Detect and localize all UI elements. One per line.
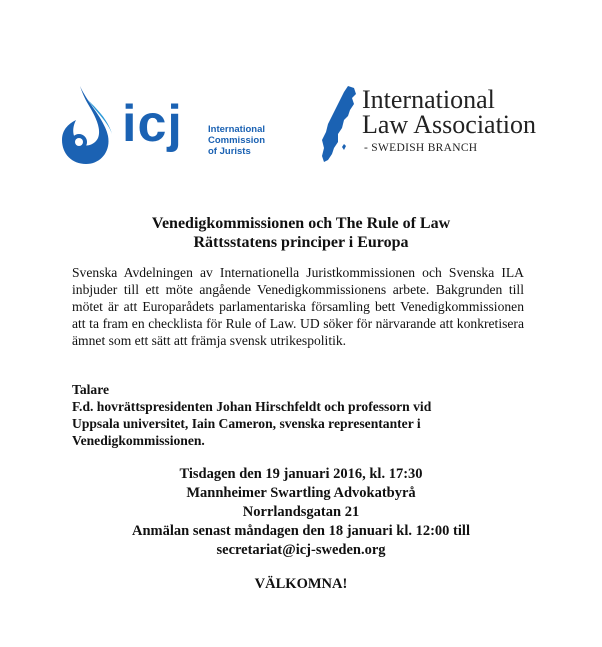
document-title: Venedigkommissionen och The Rule of Law [151,215,451,232]
intro-paragraph: Svenska Avdelningen av Internationella Juristkommissionen och Svenska ILA inbjuder till ett möte angående Venedigkommissionens arbete. Bakgrunden till mötet är att Europarådets parlamentariska församling bett Venedigkommissionen att ta fram en checklista för Rule of Law. UD söker för närvarande att konkretisera ämnet som ett sätt att främja svensk utrikespolitik. [72,265,524,348]
ila-branch: - SWEDISH BRANCH [364,142,478,154]
icj-logo [58,84,288,166]
speakers-line: Uppsala universitet, Iain Cameron, svenska representanter i [72,416,421,431]
logos-header [0,0,602,190]
sweden-map-icon [318,84,362,166]
speakers-line: F.d. hovrättspresidenten Johan Hirschfeldt och professorn vid [72,399,432,414]
icj-wordmark: icj [122,95,183,153]
speakers-section [72,381,524,449]
document-subtitle: Rättsstatens principer i Europa [193,234,409,251]
ila-name-line1: International [362,85,495,114]
icj-drop-icon [58,84,120,166]
speakers-line: Venedigkommissionen. [72,433,205,448]
ila-logo [318,84,578,166]
speakers-label: Talare [72,382,110,397]
icj-subtitle-line: of Jurists [208,146,251,157]
registration-email: secretariat@icj-sweden.org [216,542,386,558]
event-address: Norrlandsgatan 21 [242,504,360,520]
icj-subtitle [208,124,265,157]
icj-subtitle-line: Commission [208,135,266,146]
icj-subtitle-line: International [208,124,266,135]
welcome-text: VÄLKOMNA! [254,576,348,592]
registration-deadline: Anmälan senast måndagen den 18 januari kl. 12:00 till [132,523,470,539]
event-date: Tisdagen den 19 januari 2016, kl. 17:30 [179,466,423,482]
event-details [0,465,602,560]
event-venue: Mannheimer Swartling Advokatbyrå [186,485,416,501]
ila-name-line2: Law Association [362,110,537,139]
